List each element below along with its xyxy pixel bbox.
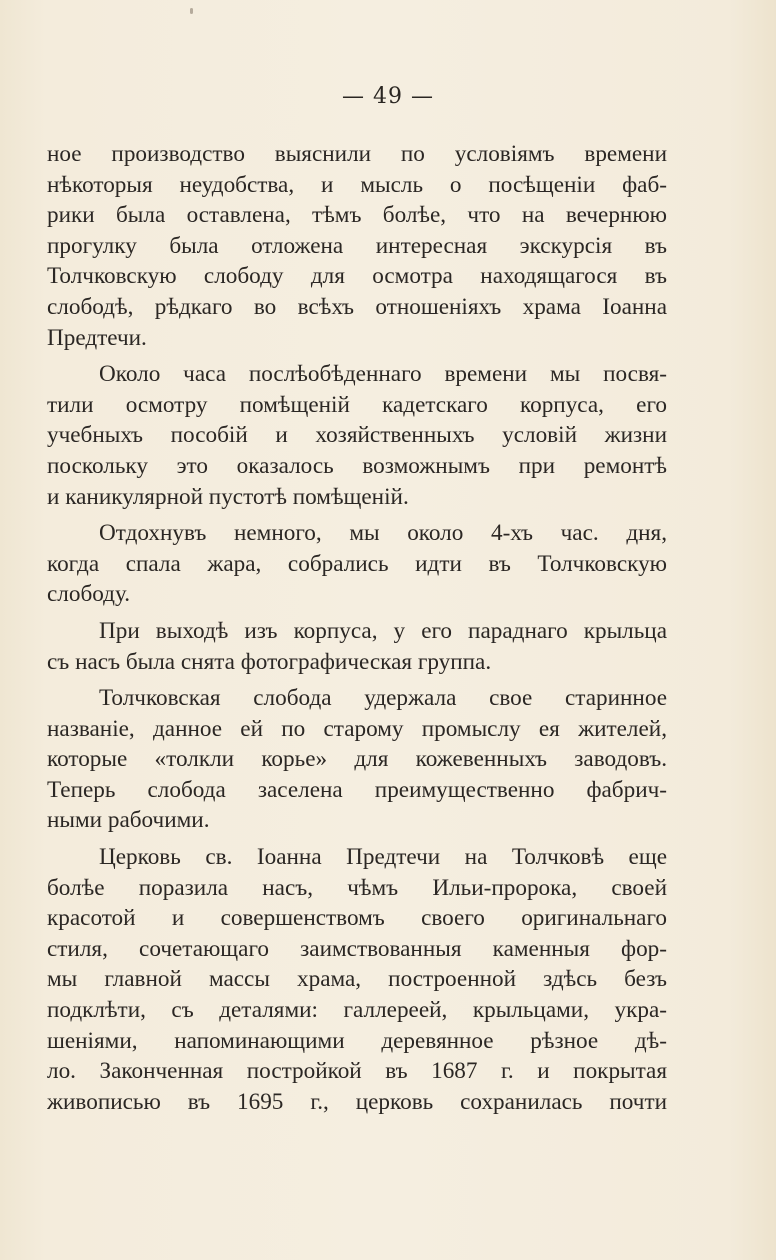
paragraph <box>47 139 667 353</box>
text-line: ное производство выяснили по условіямъ времени <box>47 141 667 167</box>
text-line: ло. Законченная постройкой въ 1687 г. и покрытая <box>47 1058 667 1085</box>
text-line: Отдохнувъ немного, мы около 4-хъ час. дня, <box>99 520 667 547</box>
text-line: нѣкоторыя неудобства, и мысль о посѣщеніи фаб- <box>47 171 667 198</box>
text-line: когда спала жара, собрались идти въ Толчковскую <box>47 550 667 577</box>
text-line: названіе, данное ей по старому промыслу ея жителей, <box>47 715 667 742</box>
text-line: подклѣти, съ деталями: галлереей, крыльцами, укра- <box>47 997 667 1024</box>
text-line: мы главной массы храма, построенной здѣсь безъ <box>47 966 667 993</box>
paragraph <box>47 616 667 677</box>
text-line: шеніями, напоминающими деревянное рѣзное дѣ- <box>47 1027 667 1054</box>
paragraph <box>47 842 667 1117</box>
text-line: Около часа послѣобѣденнаго времени мы посвя- <box>99 361 667 388</box>
paragraph <box>47 683 667 836</box>
text-line: При выходѣ изъ корпуса, у его параднаго крыльца <box>99 617 667 644</box>
text-line: слободѣ, рѣдкаго во всѣхъ отношеніяхъ храма Іоанна <box>47 293 667 320</box>
text-line: болѣе поразила насъ, чѣмъ Ильи-пророка, своей <box>47 874 667 901</box>
paragraph <box>47 518 667 610</box>
paper-speck <box>190 8 193 14</box>
text-line: учебныхъ пособій и хозяйственныхъ условій жизни <box>47 422 667 449</box>
text-line: съ насъ была снята фотографическая группа. <box>47 648 492 675</box>
text-line: красотой и совершенствомъ своего оригинальнаго <box>47 905 667 932</box>
text-line: Предтечи. <box>47 324 147 351</box>
text-line: и каникулярной пустотѣ помѣщеній. <box>47 483 409 510</box>
text-line: которые «толкли корье» для кожевенныхъ заводовъ. <box>47 746 667 773</box>
paragraph <box>47 359 667 512</box>
text-line: поскольку это оказалось возможнымъ при ремонтѣ <box>47 452 667 479</box>
text-line: Толчковская слобода удержала свое старинное <box>99 685 667 712</box>
text-line: стиля, сочетающаго заимствованныя каменныя фор- <box>47 935 667 962</box>
text-line: слободу. <box>47 581 131 608</box>
text-line: Церковь св. Іоанна Предтечи на Толчковѣ еще <box>99 844 667 871</box>
text-line: прогулку была отложена интересная экскурсія въ <box>47 232 667 259</box>
page-number: — 49 — <box>342 84 434 109</box>
text-line: тили осмотру помѣщеній кадетскаго корпуса, его <box>47 391 667 418</box>
body-text <box>47 139 667 1117</box>
text-line: рики была оставлена, тѣмъ болѣе, что на вечернюю <box>47 202 667 229</box>
text-line: Толчковскую слободу для осмотра находящагося въ <box>47 263 667 290</box>
text-line: ными рабочими. <box>47 807 210 834</box>
text-line: Теперь слобода заселена преимущественно фабрич- <box>47 776 667 803</box>
text-line: живописью въ 1695 г., церковь сохранилась почти <box>47 1088 667 1115</box>
